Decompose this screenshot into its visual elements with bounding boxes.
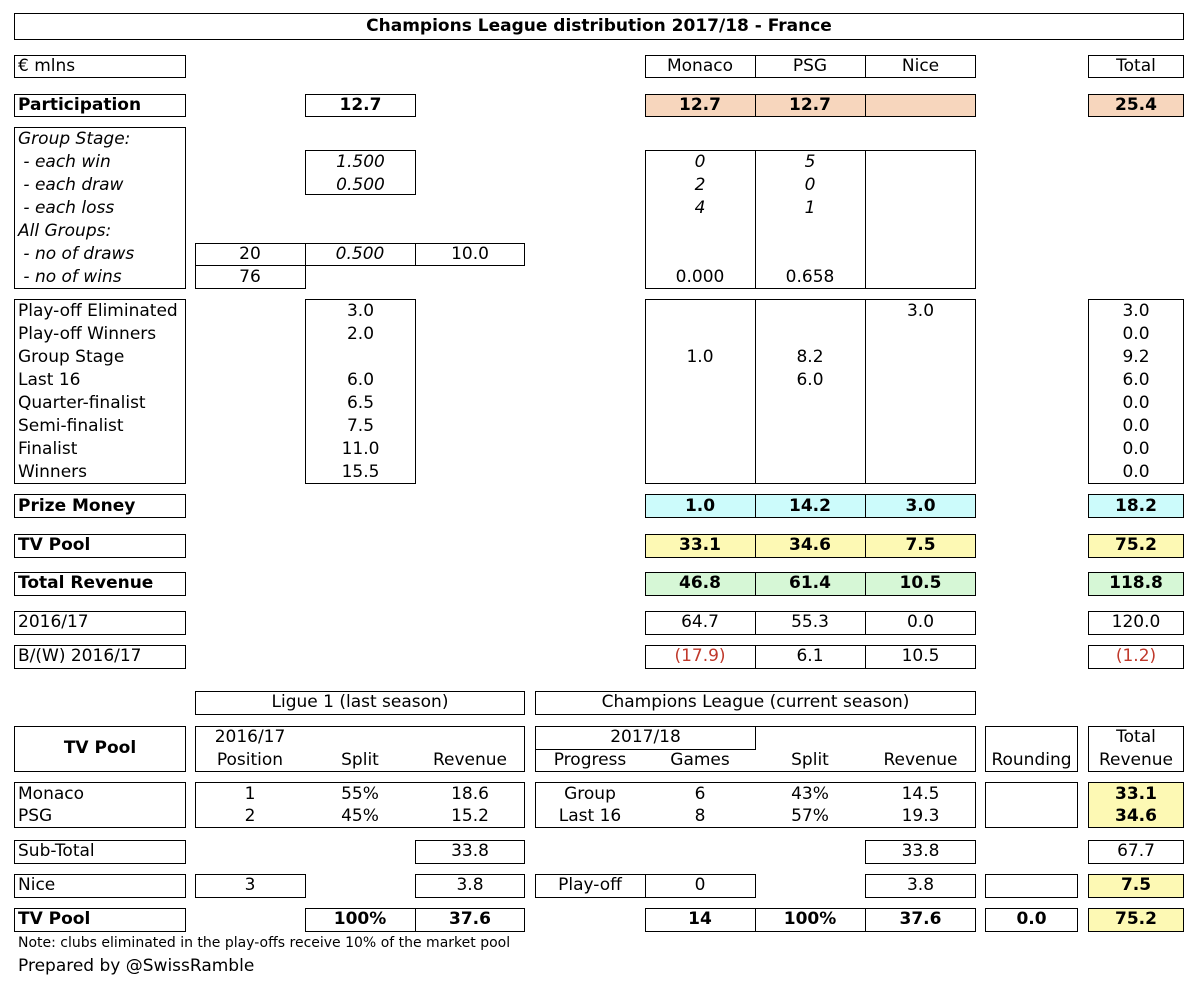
stage-fee-value: 2.0 — [346, 324, 375, 344]
col-progress: Progress — [553, 750, 627, 770]
monaco-draws: 2 — [694, 175, 706, 195]
tv-title: TV Pool — [63, 738, 137, 758]
col-progress-top: 2017/18 — [610, 727, 681, 747]
psg-draws: 0 — [804, 175, 816, 195]
prev-label: 2016/17 — [18, 612, 89, 632]
no-of-draws-fee: 0.500 — [335, 244, 385, 264]
prize-money-nice: 3.0 — [905, 496, 936, 516]
participation-divider — [865, 94, 866, 117]
stage-psg-value: 6.0 — [796, 370, 824, 390]
stage-total-value: 9.2 — [1122, 347, 1150, 367]
stage-fee-value: 11.0 — [341, 439, 380, 459]
tv-pool-nice: 7.5 — [905, 535, 936, 555]
participation-label: Participation — [18, 95, 142, 115]
stage-label: Finalist — [18, 439, 78, 459]
stage-total-value: 0.0 — [1122, 416, 1150, 436]
tv-row-psg-games: 8 — [694, 806, 706, 826]
col-total-2: Revenue — [1098, 750, 1174, 770]
stage-label: Group Stage — [18, 347, 125, 367]
stage-total-value: 0.0 — [1122, 439, 1150, 459]
nice-progress: Play-off — [558, 875, 622, 895]
stage-monaco-value: 1.0 — [686, 347, 714, 367]
prize-money-label: Prize Money — [18, 496, 136, 516]
tv-clubs-rounding-box — [985, 782, 1078, 828]
no-of-wins-count: 76 — [239, 267, 261, 287]
nice-games: 0 — [694, 875, 706, 895]
tv-row-monaco-pos: 1 — [244, 784, 256, 804]
subtotal-total: 67.7 — [1117, 841, 1155, 861]
stage-fee-value: 7.5 — [346, 416, 375, 436]
participation-psg: 12.7 — [789, 95, 831, 115]
psg-losses: 1 — [804, 198, 816, 218]
club-header-psg: PSG — [792, 56, 828, 76]
prize-money-psg: 14.2 — [789, 496, 831, 516]
each-draw-label: - each draw — [18, 175, 124, 195]
tv-row-monaco-games: 6 — [694, 784, 706, 804]
pool-rounding: 0.0 — [1016, 909, 1047, 929]
stage-label: Play-off Winners — [18, 324, 157, 344]
tv-row-monaco-cl-rev: 14.5 — [901, 784, 940, 804]
tv-row-monaco-total: 33.1 — [1115, 784, 1157, 804]
tv-pool-monaco: 33.1 — [679, 535, 721, 555]
each-win-fee: 1.500 — [336, 152, 385, 172]
footnote: Note: clubs eliminated in the play-offs receive 10% of the market pool — [18, 935, 511, 951]
units-label: € mlns — [18, 56, 76, 76]
subtotal-cl-rev: 33.8 — [901, 841, 940, 861]
total-revenue-label: Total Revenue — [18, 573, 154, 593]
pool-label: TV Pool — [18, 909, 91, 929]
col-cl-revenue: Revenue — [883, 750, 958, 770]
club-header-nice: Nice — [901, 56, 940, 76]
nice-label: Nice — [18, 875, 56, 895]
stage-label: Play-off Eliminated — [18, 301, 178, 321]
participation-total: 25.4 — [1115, 95, 1157, 115]
no-of-wins-label: - no of wins — [18, 267, 122, 287]
page-title: Champions League distribution 2017/18 - France — [366, 16, 832, 36]
stage-label: Quarter-finalist — [18, 393, 146, 413]
stage-label: Semi-finalist — [18, 416, 124, 436]
tv-row-psg-split: 45% — [341, 806, 379, 826]
club-header-monaco: Monaco — [666, 56, 733, 76]
tv-row-psg-pos: 2 — [244, 806, 256, 826]
nice-cl-rev: 3.8 — [906, 875, 935, 895]
ligue1-header: Ligue 1 (last season) — [271, 692, 449, 712]
each-draw-fee: 0.500 — [336, 175, 385, 195]
cl-header: Champions League (current season) — [601, 692, 910, 712]
bw-nice: 10.5 — [901, 646, 940, 666]
stage-psg-value: 8.2 — [796, 347, 824, 367]
tv-row-psg-cl-split: 57% — [791, 806, 829, 826]
tv-pool-total: 75.2 — [1115, 535, 1157, 555]
monaco-losses: 4 — [694, 198, 706, 218]
col-revenue: Revenue — [432, 750, 508, 770]
tv-row-psg-total: 34.6 — [1115, 806, 1157, 826]
subtotal-rev: 33.8 — [451, 841, 489, 861]
tv-row-monaco-club: Monaco — [18, 784, 85, 804]
pool-cl-split: 100% — [783, 909, 837, 929]
tv-row-psg-rev: 15.2 — [451, 806, 489, 826]
subtotal-label: Sub-Total — [18, 841, 95, 861]
participation-monaco: 12.7 — [679, 95, 721, 115]
prev-monaco: 64.7 — [681, 612, 719, 632]
credit: Prepared by @SwissRamble — [18, 956, 255, 976]
stage-fee-value: 3.0 — [346, 301, 375, 321]
col-games: Games — [670, 750, 730, 770]
prize-money-total: 18.2 — [1115, 496, 1157, 516]
bw-total: (1.2) — [1115, 646, 1157, 666]
group-stage-heading: Group Stage: — [18, 129, 131, 149]
col-cl-split: Split — [791, 750, 829, 770]
each-win-label: - each win — [18, 152, 111, 172]
stage-total-value: 6.0 — [1122, 370, 1150, 390]
tv-row-psg-cl-rev: 19.3 — [901, 806, 940, 826]
no-of-draws-count: 20 — [239, 244, 261, 264]
monaco-wins: 0 — [694, 152, 706, 172]
nice-pos: 3 — [244, 875, 256, 895]
total-revenue-nice: 10.5 — [899, 573, 942, 593]
stage-total-value: 0.0 — [1122, 324, 1150, 344]
stage-total-value: 3.0 — [1122, 301, 1150, 321]
no-of-draws-label: - no of draws — [18, 244, 135, 264]
no-of-draws-amount: 10.0 — [451, 244, 489, 264]
total-revenue-monaco: 46.8 — [679, 573, 721, 593]
pool-games: 14 — [688, 909, 712, 929]
bw-monaco: (17.9) — [674, 646, 726, 666]
group-clubs-divider — [865, 150, 866, 289]
stage-fee-value: 6.0 — [346, 370, 375, 390]
prev-psg: 55.3 — [791, 612, 829, 632]
pool-cl-rev: 37.6 — [899, 909, 942, 929]
total-header: Total — [1116, 56, 1156, 76]
tv-row-monaco-progress: Group — [564, 784, 616, 804]
stage-fee-value: 15.5 — [341, 462, 380, 482]
tv-row-monaco-rev: 18.6 — [451, 784, 489, 804]
col-split: Split — [341, 750, 379, 770]
col-rounding: Rounding — [991, 750, 1072, 770]
psg-wins: 5 — [804, 152, 816, 172]
participation-fee: 12.7 — [339, 95, 382, 115]
bw-psg: 6.1 — [796, 646, 824, 666]
total-revenue-psg: 61.4 — [789, 573, 831, 593]
tv-row-monaco-cl-split: 43% — [791, 784, 829, 804]
stage-total-value: 0.0 — [1122, 393, 1150, 413]
stage-fee-value: 6.5 — [346, 393, 375, 413]
each-loss-label: - each loss — [18, 198, 115, 218]
all-groups-heading: All Groups: — [18, 221, 112, 241]
tv-row-monaco-split: 55% — [341, 784, 379, 804]
prev-total: 120.0 — [1111, 612, 1161, 632]
pool-total: 75.2 — [1115, 909, 1157, 929]
prev-nice: 0.0 — [906, 612, 935, 632]
nice-rounding-box — [985, 874, 1078, 898]
prize-money-monaco: 1.0 — [684, 496, 716, 516]
psg-wins-share: 0.658 — [785, 267, 835, 287]
col-total-1: Total — [1116, 727, 1156, 747]
tv-pool-psg: 34.6 — [789, 535, 831, 555]
pool-rev: 37.6 — [449, 909, 491, 929]
col-position-2: Position — [216, 750, 284, 770]
nice-total: 7.5 — [1120, 875, 1152, 895]
stage-label: Last 16 — [18, 370, 81, 390]
stage-total-value: 0.0 — [1122, 462, 1150, 482]
tv-pool-label: TV Pool — [18, 535, 91, 555]
pool-split: 100% — [333, 909, 387, 929]
nice-rev: 3.8 — [456, 875, 484, 895]
monaco-wins-share: 0.000 — [675, 267, 725, 287]
total-revenue-total: 118.8 — [1109, 573, 1163, 593]
col-position-1: 2016/17 — [214, 727, 286, 747]
bw-label: B/(W) 2016/17 — [18, 646, 142, 666]
stage-nice-value: 3.0 — [906, 301, 935, 321]
stages-divider — [865, 299, 866, 484]
stage-label: Winners — [18, 462, 88, 482]
tv-row-psg-club: PSG — [18, 806, 53, 826]
tv-row-psg-progress: Last 16 — [558, 806, 622, 826]
